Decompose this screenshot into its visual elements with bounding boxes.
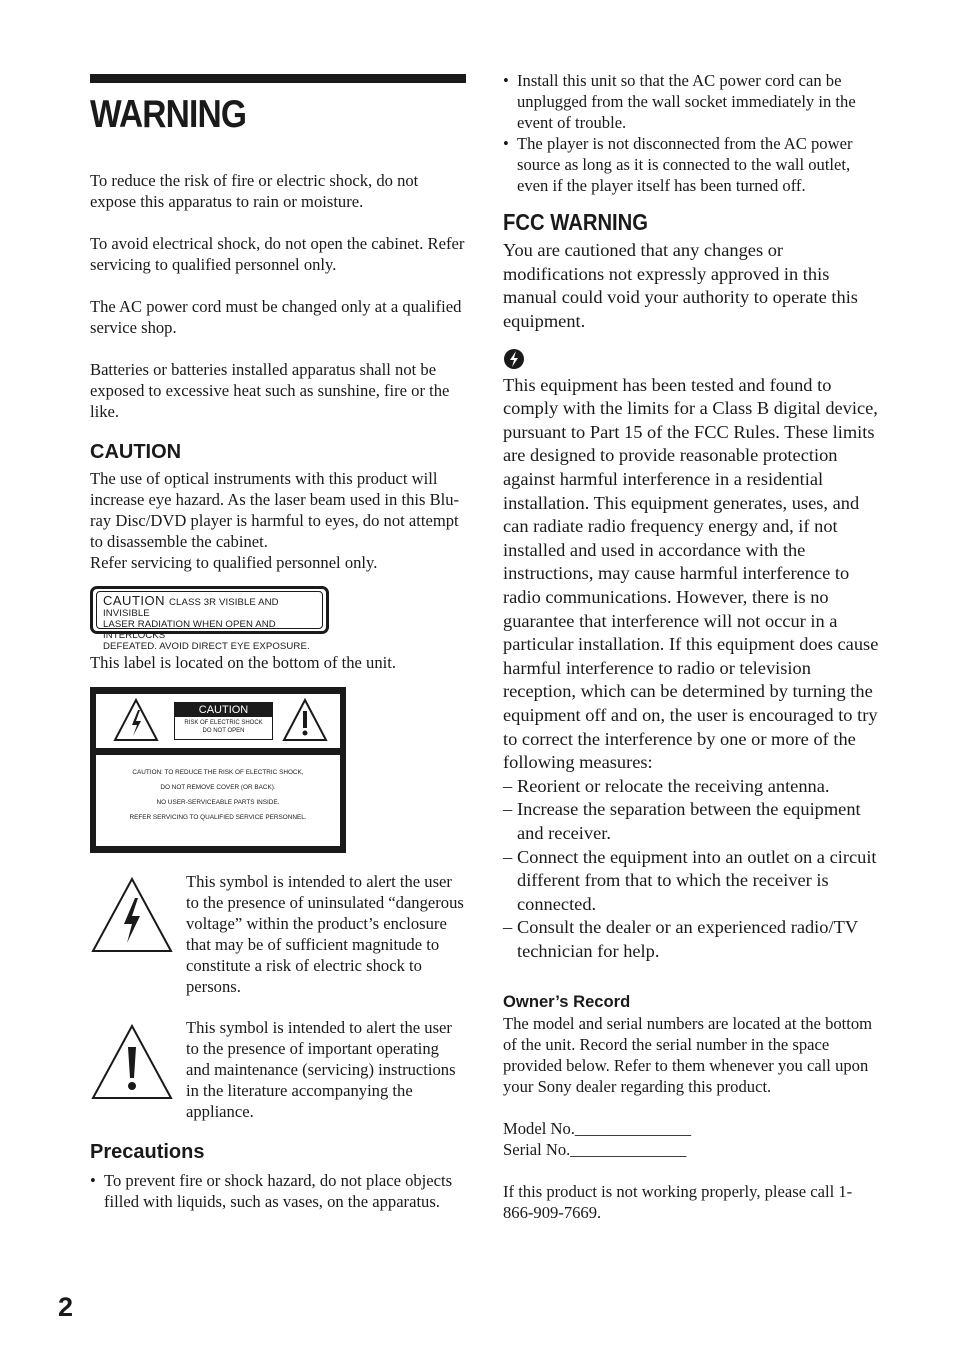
fcc-warning-heading: FCC WARNING <box>503 209 649 235</box>
measure-item-2-text: Increase the separation between the equipment and receiver. <box>517 799 861 843</box>
warning-paragraph-2: To avoid electrical shock, do not open the cabinet. Refer servicing to qualified personnel only. <box>90 234 465 274</box>
note-icon <box>503 348 525 370</box>
model-number-line: Model No.______________ <box>503 1119 692 1139</box>
shock-label-line-3: NO USER-SERVICEABLE PARTS INSIDE. <box>156 799 280 806</box>
precautions-heading: Precautions <box>90 1141 205 1163</box>
measure-item-4-text: Consult the dealer or an experienced radio/TV technician for help. <box>517 917 858 961</box>
shock-caution-box <box>174 702 273 740</box>
dangerous-voltage-text: This symbol is intended to alert the user to the presence of uninsulated “dangerous voltage” within the product’s enclosure that may be of sufficient magnitude to constitute a risk of electric shock to persons. <box>186 872 464 996</box>
shock-caution-header: CAUTION <box>175 703 272 717</box>
warning-paragraph-4: Batteries or batteries installed apparatus shall not be exposed to excessive heat such as sunshine, fire or the like. <box>90 360 450 421</box>
left-column <box>90 74 466 1212</box>
label-location-text: This label is located on the bottom of the unit. <box>90 653 397 672</box>
support-call-text: If this product is not working properly, please call 1-866-909-7669. <box>503 1182 853 1223</box>
measure-item-4: – Consult the dealer or an experienced radio/TV technician for help. <box>503 916 881 963</box>
right-bullet-1-text: Install this unit so that the AC power cord can be unplugged from the wall socket immediately in the event of trouble. <box>517 71 856 132</box>
precaution-item-text: To prevent fire or shock hazard, do not place objects filled with liquids, such as vases, on the apparatus. <box>104 1171 453 1211</box>
dangerous-voltage-symbol-row <box>90 871 466 997</box>
page-title: WARNING <box>90 93 247 136</box>
right-bullet-2: • The player is not disconnected from the AC power source as long as it is connected to the wall outlet, even if the player itself has been turned off. <box>503 133 881 196</box>
precaution-item: • To prevent fire or shock hazard, do not place objects filled with liquids, such as vases, on the apparatus. <box>90 1170 466 1212</box>
owners-record-heading: Owner’s Record <box>503 991 631 1011</box>
caution-heading: CAUTION <box>90 441 182 463</box>
shock-caution-sub-2: DO NOT OPEN <box>202 728 245 734</box>
page-number: 2 <box>58 1292 74 1322</box>
important-instructions-symbol-row <box>90 1017 466 1122</box>
laser-label-line-1: CLASS 3R VISIBLE AND INVISIBLE <box>103 597 279 619</box>
fcc-compliance-text: This equipment has been tested and found to comply with the limits for a Class B digital device, pursuant to Part 15 of the FCC Rules. These limits are designed to provide reasonable protection against harmful interference in a residential installation. This equipment generates, uses, and can radiate radio frequency energy and, if not installed and used in accordance with the instructions, may cause harmful interference to radio communications. However, there is no guarantee that interference will not occur in a particular installation. If this equipment does cause harmful interference to radio or television reception, which can be determined by turning the equipment off and on, the user is encouraged to try to correct the interference by one or more of the following measures: <box>503 374 879 773</box>
warning-paragraph-3: The AC power cord must be changed only at a qualified service shop. <box>90 297 462 337</box>
exclamation-warning-icon <box>282 698 328 742</box>
title-rule <box>90 74 466 83</box>
lightning-triangle-icon <box>90 876 174 954</box>
electric-shock-caution-label <box>90 687 346 853</box>
measure-item-1: – Reorient or relocate the receiving antenna. <box>503 775 881 799</box>
measure-item-2: – Increase the separation between the equipment and receiver. <box>503 798 881 845</box>
laser-caution-label <box>90 586 329 652</box>
laser-label-caution-word: CAUTION <box>103 593 165 608</box>
laser-label-line-3: DEFEATED. AVOID DIRECT EYE EXPOSURE. <box>103 641 310 652</box>
shock-label-line-4: REFER SERVICING TO QUALIFIED SERVICE PERSONNEL. <box>129 814 307 821</box>
right-bullet-1: • Install this unit so that the AC power cord can be unplugged from the wall socket immediately in the event of trouble. <box>503 70 881 133</box>
caution-text: The use of optical instruments with this product will increase eye hazard. As the laser beam used in this Blu-ray Disc/DVD player is harmful to eyes, do not attempt to disassemble the cabinet. <box>90 469 460 551</box>
caution-refer-text: Refer servicing to qualified personnel only. <box>90 553 378 572</box>
serial-number-line: Serial No.______________ <box>503 1140 687 1160</box>
shock-label-line-2: DO NOT REMOVE COVER (OR BACK). <box>160 784 276 791</box>
laser-label-line-2: LASER RADIATION WHEN OPEN AND INTERLOCKS <box>103 619 276 641</box>
exclamation-triangle-icon <box>90 1023 174 1101</box>
shock-label-line-1: CAUTION: TO REDUCE THE RISK OF ELECTRIC SHOCK, <box>132 769 304 776</box>
measure-item-3-text: Connect the equipment into an outlet on a circuit different from that to which the receiver is connected. <box>517 846 877 914</box>
fcc-warning-text: You are cautioned that any changes or modifications not expressly approved in this manual could void your authority to operate this equipment. <box>503 240 858 332</box>
important-instructions-text: This symbol is intended to alert the user to the presence of important operating and maintenance (servicing) instructions in the literature accompanying the appliance. <box>186 1018 456 1121</box>
right-bullet-2-text: The player is not disconnected from the AC power source as long as it is connected to the wall outlet, even if the player itself has been turned off. <box>517 134 853 195</box>
measure-item-1-text: Reorient or relocate the receiving antenna. <box>517 775 830 796</box>
shock-caution-sub-1: RISK OF ELECTRIC SHOCK <box>184 720 263 726</box>
measure-item-3: – Connect the equipment into an outlet on a circuit different from that to which the receiver is connected. <box>503 846 881 917</box>
right-column <box>503 70 881 1223</box>
lightning-warning-icon <box>113 698 159 742</box>
owners-record-text: The model and serial numbers are located at the bottom of the unit. Record the serial number in the space provided below. Refer to them whenever you call upon your Sony dealer regarding this product. <box>503 1014 873 1097</box>
warning-paragraph-1: To reduce the risk of fire or electric shock, do not expose this apparatus to rain or moisture. <box>90 171 419 211</box>
